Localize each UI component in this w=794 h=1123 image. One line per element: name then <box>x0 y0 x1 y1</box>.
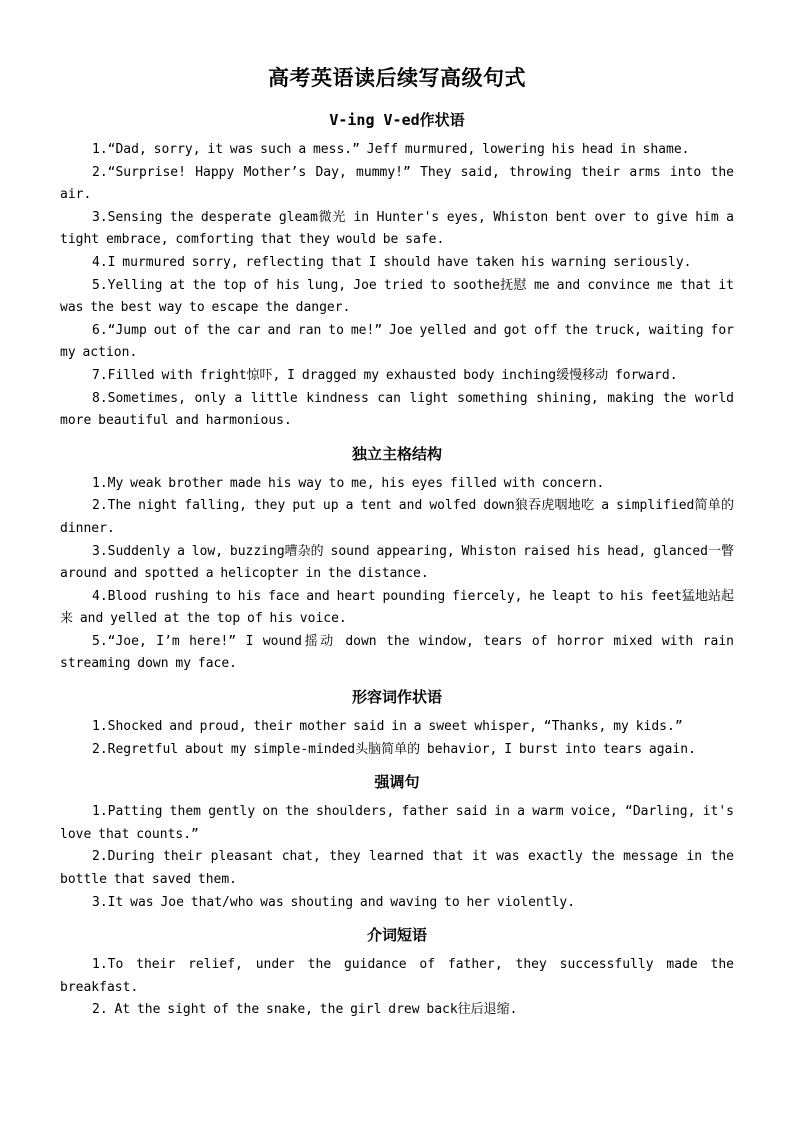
sentence-item: 4.I murmured sorry, reflecting that I should have taken his warning seriously. <box>92 254 692 270</box>
section-heading: 独立主格结构 <box>351 444 442 463</box>
sentence-item: 1.“Dad, sorry, it was such a mess.” Jeff murmured, lowering his head in shame. <box>92 142 690 157</box>
document-page <box>60 64 734 1032</box>
section-prepositional-phrase <box>60 924 734 1022</box>
sentence-item: 2.“Surprise! Happy Mother’s Day, mummy!” They said, throwing their arms into the air. <box>60 164 734 203</box>
sentence-item: 1.Patting them gently on the shoulders, father said in a warm voice, “Darling, it's love that counts.” <box>60 804 734 842</box>
sentence-item: 5.“Joe, I’m here!” I wound摇动 down the window, tears of horror mixed with rain streaming down my face. <box>60 633 734 672</box>
sentence-item: 3.Suddenly a low, buzzing嘈杂的 sound appearing, Whiston raised his head, glanced一瞥 around and spotted a helicopter in the distance. <box>60 543 734 582</box>
section-heading: 形容词作状语 <box>351 688 442 707</box>
sentence-item: 3.Sensing the desperate gleam微光 in Hunter's eyes, Whiston bent over to give him a tight embrace, comforting that they would be safe. <box>60 209 734 248</box>
section-heading: 介词短语 <box>366 926 427 945</box>
section-adjective-adverbial <box>60 686 734 761</box>
section-absolute-construction <box>60 443 734 676</box>
sentence-item: 2.During their pleasant chat, they learned that it was exactly the message in the bottle that saved them. <box>60 849 734 888</box>
sentence-item: 1.Shocked and proud, their mother said in a sweet whisper, “Thanks, my kids.” <box>92 719 683 735</box>
sentence-item: 1.To their relief, under the guidance of father, they successfully made the breakfast. <box>60 957 734 995</box>
section-ving-ved <box>60 109 734 433</box>
sentence-item: 5.Yelling at the top of his lung, Joe tried to soothe抚慰 me and convince me that it was the best way to escape the danger. <box>60 277 734 316</box>
sentence-item: 4.Blood rushing to his face and heart pounding fiercely, he leapt to his feet猛地站起来 and yelled at the top of his voice. <box>60 588 734 627</box>
sentence-item: 6.“Jump out of the car and ran to me!” Joe yelled and got off the truck, waiting for my action. <box>60 322 734 361</box>
document-title: 高考英语读后续写高级句式 <box>268 66 526 90</box>
section-heading: V-ing V-ed作状语 <box>329 111 465 129</box>
sentence-item: 8.Sometimes, only a little kindness can light something shining, making the world more beautiful and harmonious. <box>60 390 734 429</box>
sentence-item: 1.My weak brother made his way to me, his eyes filled with concern. <box>92 475 605 491</box>
sentence-item: 7.Filled with fright惊吓, I dragged my exhausted body inching缓慢移动 forward. <box>92 367 678 383</box>
sentence-item: 3.It was Joe that/who was shouting and waving to her violently. <box>92 894 576 910</box>
section-heading: 强调句 <box>374 773 420 792</box>
sentence-item: 2.The night falling, they put up a tent and wolfed down狼吞虎咽地吃 a simplified简单的 dinner. <box>60 498 734 536</box>
sentence-item: 2. At the sight of the snake, the girl drew back往后退缩. <box>92 1002 518 1018</box>
section-emphatic-sentence <box>60 771 734 914</box>
sentence-item: 2.Regretful about my simple-minded头脑简单的 behavior, I burst into tears again. <box>92 741 696 757</box>
